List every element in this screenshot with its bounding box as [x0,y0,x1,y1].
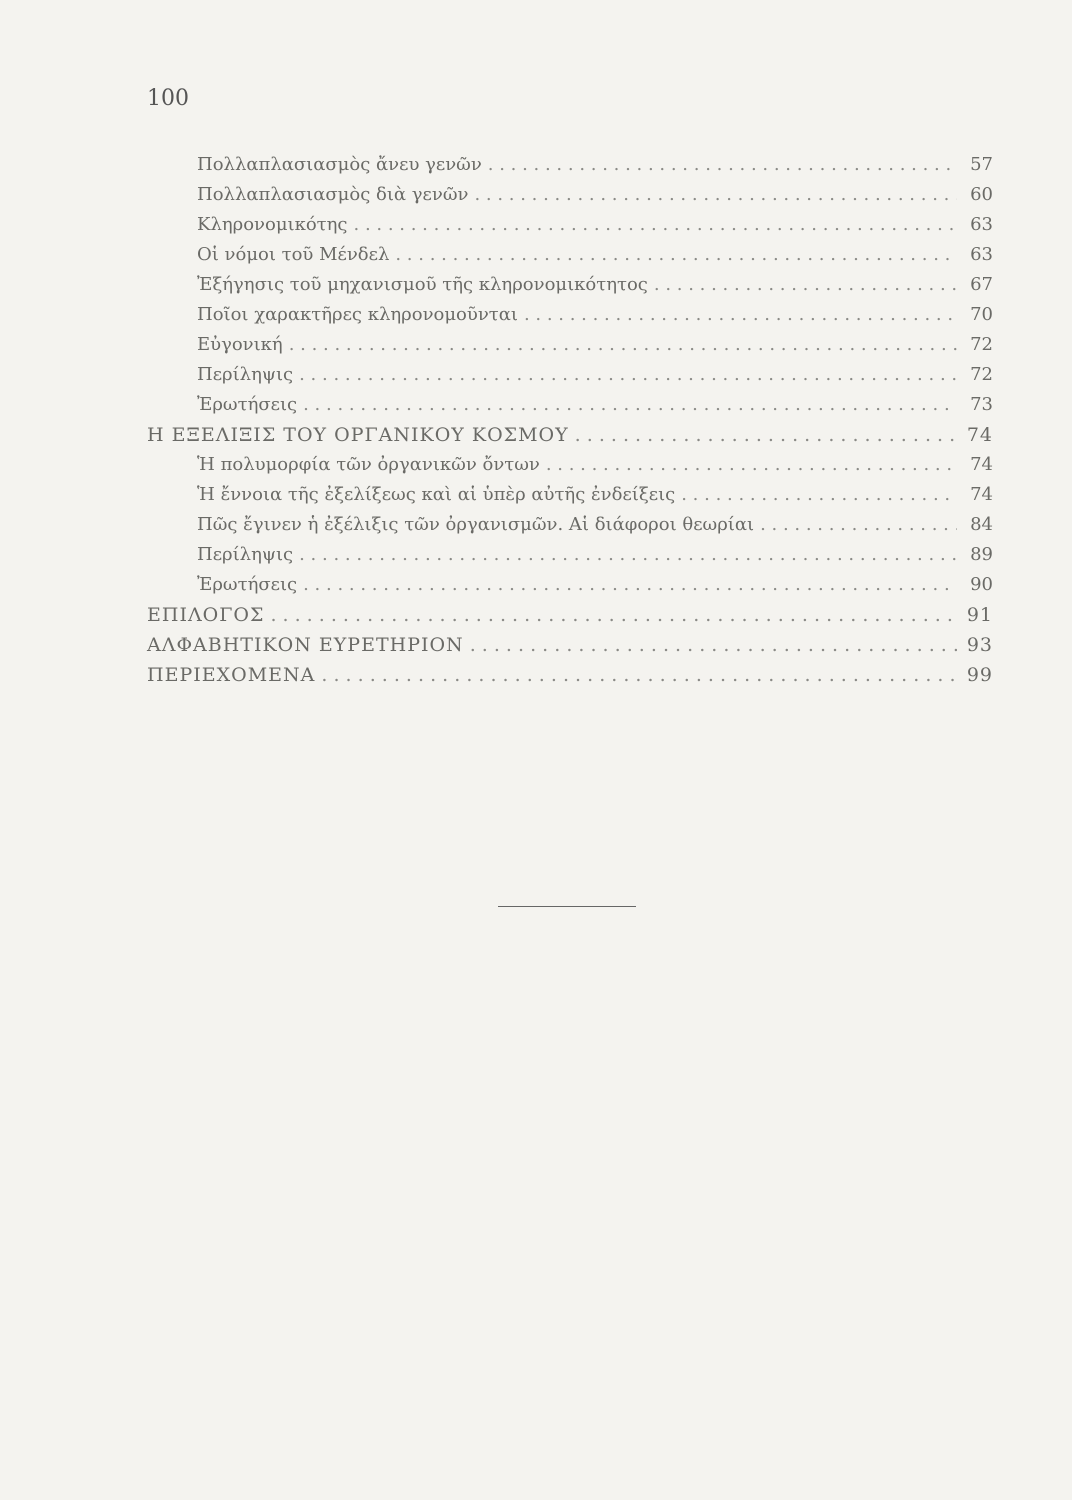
toc-entry [197,244,993,265]
toc-entry-title: Ἐρωτήσεις [197,394,298,415]
toc-entry-page: 57 [970,154,993,175]
toc-entry-page: 67 [970,274,993,295]
toc-entry-title: Πῶς ἔγινεν ἡ ἐξέλιξις τῶν ὀργανισμῶν. Αἱ διάφοροι θεωρίαι [197,514,755,535]
toc-entry-page: 63 [970,214,993,235]
toc-entry [147,424,993,446]
toc-entry-title: Περίληψις [197,544,294,565]
dot-leader [681,484,957,505]
dot-leader [299,364,957,385]
dot-leader [470,634,957,656]
dot-leader [395,244,957,265]
toc-entry [197,304,993,325]
toc-entry [197,364,993,385]
dot-leader [303,394,957,415]
dot-leader [524,304,957,325]
toc-entry-page: 72 [970,334,993,355]
separator-rule [498,906,636,907]
toc-entry [197,274,993,295]
dot-leader [303,574,957,595]
page-number: 100 [147,86,189,111]
toc-entry-title: Ἐξήγησις τοῦ μηχανισμοῦ τῆς κληρονομικότητος [197,274,648,295]
toc-entry-page: 70 [970,304,993,325]
toc-entry-title: Πολλαπλασιασμὸς διὰ γενῶν [197,184,469,205]
toc-entry-title: ΠΕΡΙΕΧΟΜΕΝΑ [147,664,316,686]
toc-entry-title: Πολλαπλασιασμὸς ἄνευ γενῶν [197,154,482,175]
dot-leader [488,154,957,175]
toc-entry [197,334,993,355]
toc-entry [197,184,993,205]
toc-entry [147,604,993,626]
toc-entry-title: Κληρονομικότης [197,214,348,235]
dot-leader [546,454,957,475]
toc-entry-title: Ποῖοι χαρακτῆρες κληρονομοῦνται [197,304,518,325]
toc-entry-page: 93 [966,634,993,656]
toc-entry-page: 60 [970,184,993,205]
dot-leader [270,604,957,626]
toc-entry-title: Οἱ νόμοι τοῦ Μένδελ [197,244,390,265]
toc-entry-title: Ἡ ἔννοια τῆς ἐξελίξεως καὶ αἱ ὑπὲρ αὐτῆς ἐνδείξεις [197,484,676,505]
toc-entry [197,214,993,235]
toc-entry-page: 74 [970,454,993,475]
toc-entry-page: 91 [966,604,993,626]
toc-entry [147,634,993,656]
toc-entry-title: Περίληψις [197,364,294,385]
dot-leader [354,214,957,235]
toc-entry [197,454,993,475]
toc-entry-page: 99 [966,664,993,686]
toc-entry-page: 74 [966,424,993,446]
dot-leader [575,424,957,446]
toc-entry [197,154,993,175]
toc-entry [197,484,993,505]
dot-leader [289,334,957,355]
toc-entry-title: Ἐρωτήσεις [197,574,298,595]
toc-entry-page: 73 [970,394,993,415]
dot-leader [474,184,957,205]
toc-entry-page: 84 [970,514,993,535]
toc-entry-title: Η ΕΞΕΛΙΞΙΣ ΤΟΥ ΟΡΓΑΝΙΚΟΥ ΚΟΣΜΟΥ [147,424,569,446]
dot-leader [321,664,957,686]
toc-entry [197,544,993,565]
toc-entry [197,574,993,595]
toc-entry-title: ΕΠΙΛΟΓΟΣ [147,604,265,626]
toc-entry-page: 72 [970,364,993,385]
toc-entry-title: Εὐγονική [197,334,283,355]
toc-entry-title: Ἡ πολυμορφία τῶν ὀργανικῶν ὄντων [197,454,540,475]
toc-entry-page: 89 [970,544,993,565]
toc-entry-page: 63 [970,244,993,265]
dot-leader [299,544,957,565]
toc-entry [197,394,993,415]
toc-entry-page: 90 [970,574,993,595]
dot-leader [654,274,957,295]
toc-entry-page: 74 [970,484,993,505]
toc-entry [147,664,993,686]
toc-entry [197,514,993,535]
toc-entry-title: ΑΛΦΑΒΗΤΙΚΟΝ ΕΥΡΕΤΗΡΙΟΝ [147,634,464,656]
dot-leader [760,514,957,535]
